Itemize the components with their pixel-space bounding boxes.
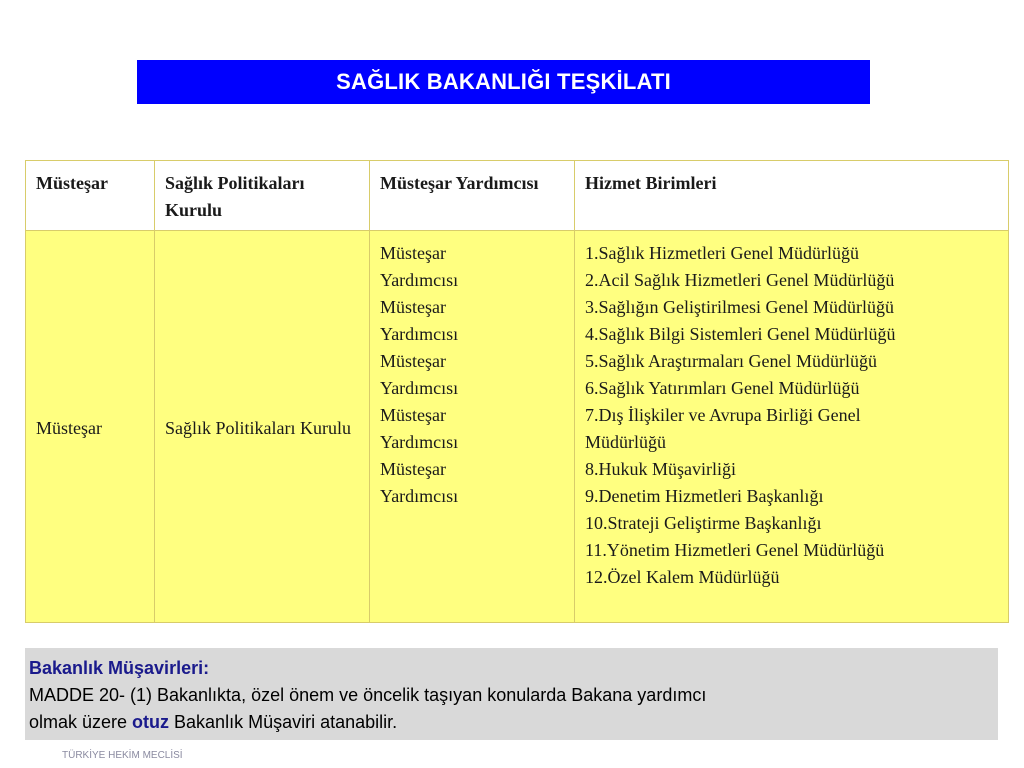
header-mustesar-yardimcisi: Müsteşar Yardımcısı <box>370 161 575 231</box>
note-line-1: MADDE 20- (1) Bakanlıkta, özel önem ve öncelik taşıyan konularda Bakana yardımcı <box>29 685 707 705</box>
cell-mustesar: Müsteşar <box>26 231 155 623</box>
list-item: Yardımcısı <box>380 324 459 344</box>
footer-text: TÜRKİYE HEKİM MECLİSİ <box>62 750 183 761</box>
list-item: 12.Özel Kalem Müdürlüğü <box>585 567 780 587</box>
note-box <box>25 648 998 740</box>
list-item: Müdürlüğü <box>585 432 666 452</box>
list-item: Müsteşar <box>380 405 446 425</box>
list-item: Yardımcısı <box>380 270 459 290</box>
list-item: Müsteşar <box>380 351 446 371</box>
list-item: Yardımcısı <box>380 432 459 452</box>
header-politika-kurulu: Sağlık Politikaları Kurulu <box>155 161 370 231</box>
list-item: 1.Sağlık Hizmetleri Genel Müdürlüğü <box>585 243 859 263</box>
table-header-row <box>26 161 1009 231</box>
page-title: SAĞLIK BAKANLIĞI TEŞKİLATI <box>137 60 870 104</box>
list-item: Müsteşar <box>380 459 446 479</box>
list-item: 11.Yönetim Hizmetleri Genel Müdürlüğü <box>585 540 885 560</box>
organization-table <box>25 160 1009 623</box>
list-item: 7.Dış İlişkiler ve Avrupa Birliği Genel <box>585 405 861 425</box>
note-title: Bakanlık Müşavirleri: <box>29 658 210 678</box>
cell-politika-kurulu: Sağlık Politikaları Kurulu <box>155 231 370 623</box>
cell-mustesar-yardimcilari <box>370 231 575 623</box>
list-item: 3.Sağlığın Geliştirilmesi Genel Müdürlüğü <box>585 297 894 317</box>
list-item: 10.Strateji Geliştirme Başkanlığı <box>585 513 822 533</box>
note-emphasis: otuz <box>132 712 170 732</box>
table-row <box>26 231 1009 623</box>
list-item: Müsteşar <box>380 243 446 263</box>
header-hizmet-birimleri: Hizmet Birimleri <box>575 161 1009 231</box>
list-item: 5.Sağlık Araştırmaları Genel Müdürlüğü <box>585 351 877 371</box>
list-item: Müsteşar <box>380 297 446 317</box>
list-item: Yardımcısı <box>380 378 459 398</box>
header-mustesar: Müsteşar <box>26 161 155 231</box>
list-item: Yardımcısı <box>380 486 459 506</box>
list-item: 8.Hukuk Müşavirliği <box>585 459 736 479</box>
cell-hizmet-birimleri <box>575 231 1009 623</box>
list-item: 9.Denetim Hizmetleri Başkanlığı <box>585 486 824 506</box>
list-item: 2.Acil Sağlık Hizmetleri Genel Müdürlüğü <box>585 270 895 290</box>
list-item: 6.Sağlık Yatırımları Genel Müdürlüğü <box>585 378 860 398</box>
list-item: 4.Sağlık Bilgi Sistemleri Genel Müdürlüğü <box>585 324 896 344</box>
note-text: olmak üzere <box>29 712 133 732</box>
note-line-2 <box>29 709 998 736</box>
note-text: Bakanlık Müşaviri atanabilir. <box>169 712 398 732</box>
